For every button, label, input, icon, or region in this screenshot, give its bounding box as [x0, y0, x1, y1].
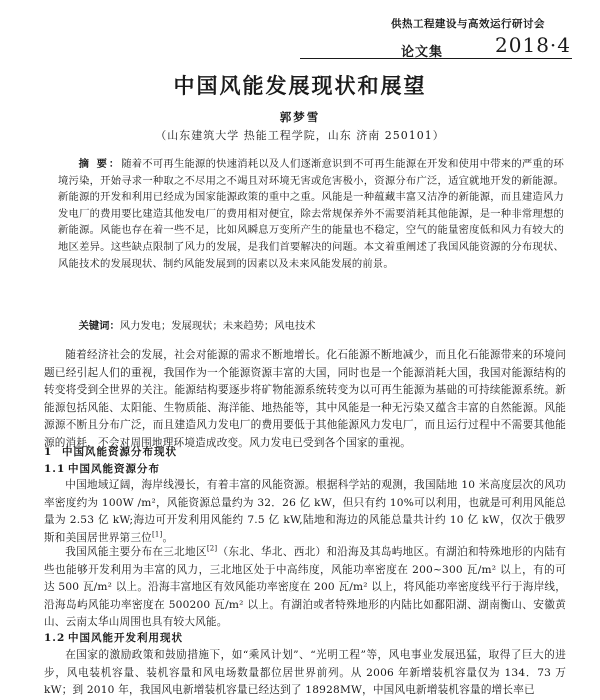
- citation: [2]: [206, 544, 218, 553]
- subsection-heading: [44, 461, 160, 476]
- author-affiliation: （山东建筑大学 热能工程学院，山东 济南 250101）: [155, 129, 445, 142]
- subsection-number: 1.2: [44, 632, 66, 644]
- running-title: 供热工程建设与高效运行研讨会: [391, 18, 545, 30]
- paper-title: 中国风能发展现状和展望: [173, 73, 427, 98]
- header-rule: [300, 58, 572, 59]
- abstract-label: 摘 要：: [78, 158, 122, 170]
- section-number: 1: [44, 446, 53, 458]
- paragraph-text: 。: [162, 531, 174, 544]
- subsection-heading: [44, 630, 183, 645]
- subsection-title: 中国风能开发利用现状: [68, 632, 183, 644]
- body-paragraph: 在国家的激励政策和鼓励措施下，如“乘风计划”、“光明工程”等，风电事业发展迅猛，取得了巨大的进步，风电装机容量、装机容量和风电场数量都位居世界前列。从 2006 年新增装机容量仅为 134．73 万 kW；到 2010 年，我国风电新增装机容量已经达到了 18928MW，中国风电新增装机容量的增长率已: [44, 649, 566, 696]
- body-paragraph: [44, 477, 566, 547]
- section-title: 中国风能资源分布现状: [62, 446, 177, 458]
- intro-paragraph: 随着经济社会的发展，社会对能源的需求不断地增长。化石能源不断地减少，而且化石能源带来的环境问题已经引起人们的重视，我国作为一个能源资源丰富的大国，同时也是一个能源消耗大国，我国对能源结构的转变将受到全世界的关注。能源结构要逐步将矿物能源系统转变为以可再生能源为基础的可持续能源系统。新能源包括风能、太阳能、生物质能、海洋能、地热能等，其中风能是一种无污染又蕴含丰富的自然能源。风能源源不断且分布广泛，而且建造风力发电厂的费用要低于其他能源风力发电厂，而且运行过程中不需要其他能源的消耗，不会对周围地理环境造成改变。风力发电已受到各个国家的重视。: [44, 349, 566, 449]
- journal-header: [28, 33, 573, 61]
- paragraph-text: 我国风能主要分布在三北地区: [65, 546, 207, 558]
- section-tag: 论文集: [400, 45, 443, 60]
- section-heading: [44, 444, 177, 459]
- body-paragraph: [44, 544, 566, 632]
- issue-number: 2018·4: [495, 33, 571, 57]
- abstract: [58, 156, 564, 272]
- keywords-label: 关键词：: [78, 320, 120, 332]
- keywords-text: 风力发电；发展现状；未来趋势；风电技术: [119, 320, 316, 332]
- paragraph-text: 中国地域辽阔，海岸线漫长，有着丰富的风能资源。根据科学站的观测，我国陆地 10 米高度层次的风功率密度约为 100W /m²，风能资源总量约为 32．26 亿 kW，但只有约 10%可以利用，也就是可利用风能总量为 2.53 亿 kW;海边可开发利用风能约 7.5 亿 kW,陆地和海边的风能总量共计约 10 亿 kW，仅次于俄罗斯和美国居世界第三位: [44, 479, 566, 544]
- abstract-text: 随着不可再生能源的快速消耗以及人们逐渐意识到不可再生能源在开发和使用中带来的严重的环境污染，开始寻求一种取之不尽用之不竭且对环境无害或危害极小，资源分布广泛，适宜就地开发的新能源。新能源的开发和利用已经成为国家能源政策的重中之重。风能是一种蕴藏丰富又洁净的新能源，而且建造风力发电厂的费用要比建造其他发电厂的费用相对便宜，除去常规保养外不需要消耗其他能源，是一种非常理想的新能源。风能也存在着一些不足，比如风瞬息万变所产生的能量也不稳定，空气的能量密度低和风力有较大的地区差异。这些缺点限制了风力的发展，是我们首要解决的问题。本文着重阐述了我国风能资源的分布现状、风能技术的发展现状、制约风能发展到的因素以及未来风能发展的前景。: [58, 158, 564, 270]
- citation: [1]: [151, 529, 163, 538]
- paragraph-text: （东北、华北、西北）和沿海及其岛屿地区。有湖泊和特殊地形的内陆有些也能够开发利用为丰富的风力，三北地区处于中高纬度，风能功率密度在 200~300 瓦/m² 以上，有的可达 500 瓦/m² 以上。沿海丰富地区有效风能功率密度在 200 瓦/m² 以上，将风能功率密度线平行于海岸线，沿海岛屿风能功率密度在 500200 瓦/m² 以上。有湖泊或者特殊地形的内陆比如鄱阳湖、湖南衡山、安徽黄山、云南太华山周围也具有较大风能。: [44, 546, 566, 628]
- author-name: 郭梦雪: [279, 110, 321, 124]
- keywords: [58, 318, 564, 334]
- subsection-number: 1.1: [44, 463, 66, 475]
- subsection-title: 中国风能资源分布: [68, 463, 160, 475]
